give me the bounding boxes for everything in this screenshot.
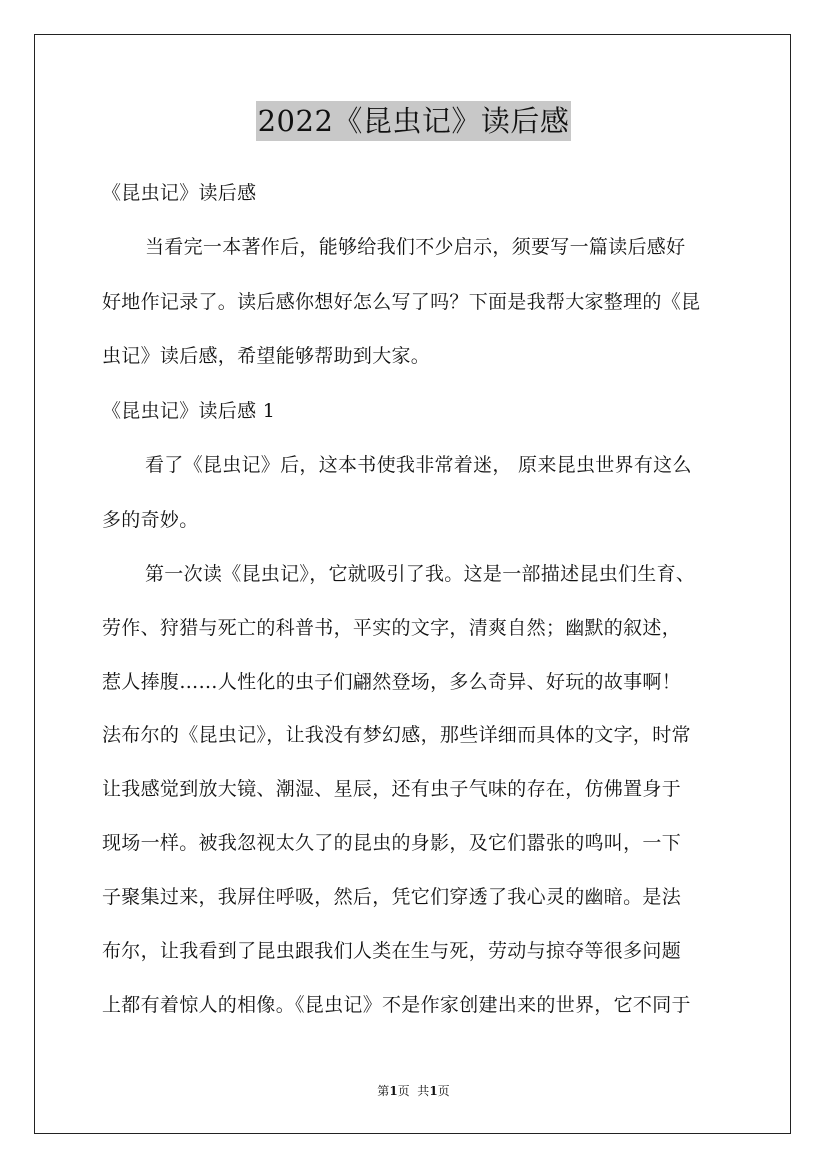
total-page-number: 1	[429, 1084, 438, 1098]
paragraph-line: 上都有着惊人的相像。《昆虫记》不是作家创建出来的世界，它不同于	[102, 994, 691, 1016]
paragraph-line: 现场一样。被我忽视太久了的昆虫的身影，及它们嚣张的鸣叫，一下	[102, 832, 682, 854]
footer-suffix: 页	[437, 1084, 450, 1098]
paragraph-line: 当看完一本著作后，能够给我们不少启示，须要写一篇读后感好	[145, 236, 686, 258]
paragraph-line: 让我感觉到放大镜、潮湿、星辰，还有虫子气味的存在，仿佛置身于	[102, 778, 682, 800]
paragraph-line: 多的奇妙。	[102, 509, 199, 531]
paragraph-line: 劳作、狩猎与死亡的科普书，平实的文字，清爽自然；幽默的叙述，	[102, 617, 682, 639]
paragraph-line: 布尔，让我看到了昆虫跟我们人类在生与死，劳动与掠夺等很多问题	[102, 940, 682, 962]
title-container	[0, 101, 827, 141]
paragraph-line: 好地作记录了。读后感你想好怎么写了吗？下面是我帮大家整理的《昆	[102, 291, 701, 313]
footer-middle: 页 共	[397, 1084, 430, 1098]
paragraph-line: 第一次读《昆虫记》，它就吸引了我。这是一部描述昆虫们生育、	[145, 563, 696, 585]
current-page-number: 1	[389, 1084, 398, 1098]
paragraph-line: 看了《昆虫记》后，这本书使我非常着迷， 原来昆虫世界有这么	[145, 454, 692, 476]
footer-prefix: 第	[377, 1084, 390, 1098]
page-footer	[0, 1083, 827, 1099]
paragraph-line: 惹人捧腹……人性化的虫子们翩然登场，多么奇异、好玩的故事啊！	[102, 671, 682, 693]
section-heading: 《昆虫记》读后感 1	[102, 400, 276, 422]
document-title: 2022《昆虫记》读后感	[256, 101, 572, 141]
paragraph-line: 法布尔的《昆虫记》，让我没有梦幻感，那些详细而具体的文字，时常	[102, 724, 691, 746]
paragraph-line: 虫记》读后感，希望能够帮助到大家。	[102, 345, 431, 367]
paragraph-line: 子聚集过来，我屏住呼吸，然后，凭它们穿透了我心灵的幽暗。是法	[102, 886, 682, 908]
section-heading: 《昆虫记》读后感	[102, 182, 257, 204]
